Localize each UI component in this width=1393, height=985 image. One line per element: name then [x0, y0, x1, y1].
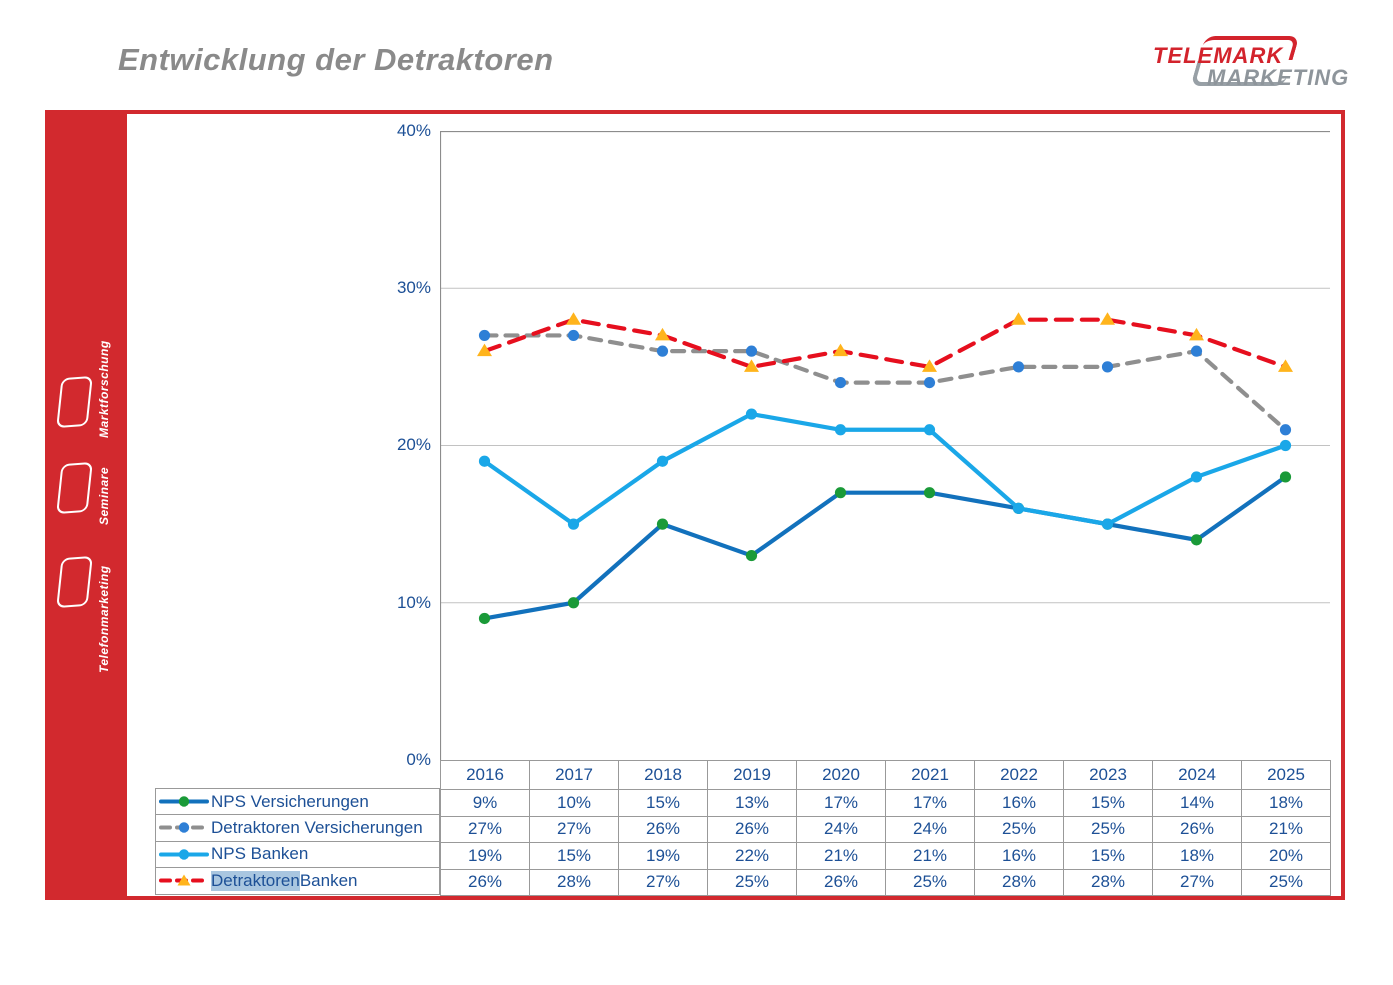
table-row [441, 842, 1330, 869]
legend-row [156, 868, 439, 894]
data-point [1102, 519, 1113, 530]
value-cell: 20% [1268, 845, 1304, 865]
value-cell: 9% [441, 790, 530, 816]
value-cell: 21% [886, 843, 975, 869]
value-cell: 16% [975, 843, 1064, 869]
sidebar-item-telefonmarketing: Telefonmarketing [97, 565, 111, 673]
table-row [441, 869, 1330, 896]
value-cell: 27% [1153, 870, 1242, 896]
data-point [924, 377, 935, 388]
year-cell: 2018 [619, 761, 708, 789]
value-cell: 26% [797, 870, 886, 896]
value-cell: 28% [1064, 870, 1153, 896]
table-row [441, 816, 1330, 843]
data-point [746, 408, 757, 419]
chart-legend [155, 788, 440, 895]
value-cell: 26% [441, 870, 530, 896]
value-cell: 19% [619, 843, 708, 869]
series-line-3 [485, 320, 1286, 367]
legend-swatch-icon [159, 794, 209, 809]
value-cell: 16% [975, 790, 1064, 816]
value-cell: 22% [708, 843, 797, 869]
data-point [568, 519, 579, 530]
value-cell: 25% [1064, 817, 1153, 843]
series-line-2 [485, 414, 1286, 524]
value-cell: 17% [797, 790, 886, 816]
seminare-icon [56, 462, 93, 514]
data-point [1280, 471, 1291, 482]
data-point [835, 424, 846, 435]
data-point [479, 330, 490, 341]
data-point [835, 487, 846, 498]
legend-swatch-icon [159, 873, 209, 888]
value-cell: 25% [975, 817, 1064, 843]
value-cell: 28% [975, 870, 1064, 896]
data-point [746, 346, 757, 357]
value-cell: 15% [1064, 790, 1153, 816]
chart-content-area [45, 110, 1345, 900]
value-cell: 15% [530, 843, 619, 869]
legend-swatch-icon [159, 847, 209, 862]
sidebar-item-marktforschung: Marktforschung [97, 340, 111, 438]
legend-label: Banken [299, 870, 358, 890]
sidebar-item-seminare: Seminare [97, 466, 111, 525]
data-point [655, 328, 670, 341]
value-cell: 27% [530, 817, 619, 843]
y-axis-tick-0: 0% [406, 750, 431, 769]
series-line-1 [485, 335, 1286, 429]
line-chart-plot [440, 131, 1330, 760]
legend-label: Detraktoren Versicherungen [211, 817, 423, 837]
data-point [1191, 346, 1202, 357]
data-point [1013, 503, 1024, 514]
value-cell: 26% [708, 817, 797, 843]
sidebar [45, 110, 127, 900]
page-title: Entwicklung der Detraktoren [118, 42, 554, 77]
year-cell: 2016 [441, 761, 530, 789]
logo-word-telemark: TELEMARK [1153, 43, 1284, 68]
year-cell: 2022 [975, 761, 1064, 789]
y-axis-tick-10: 10% [396, 593, 431, 612]
data-point [833, 344, 848, 357]
data-point [1013, 361, 1024, 372]
legend-swatch-icon [159, 820, 209, 835]
data-point [568, 597, 579, 608]
value-cell: 21% [797, 843, 886, 869]
year-cell: 2020 [797, 761, 886, 789]
y-axis-tick-20: 20% [396, 435, 431, 454]
logo-word-marketing: MARKETING [1207, 65, 1350, 90]
telemark-marketing-logo [1145, 25, 1355, 91]
value-cell: 18% [1153, 843, 1242, 869]
legend-label: NPS Banken [211, 844, 309, 864]
series-line-0 [485, 477, 1286, 619]
selected-text[interactable]: Detraktoren [211, 870, 300, 890]
data-point [1280, 424, 1291, 435]
data-point [835, 377, 846, 388]
year-cell: 2021 [886, 761, 975, 789]
value-cell: 26% [1153, 817, 1242, 843]
telefonmarketing-icon [56, 556, 93, 608]
data-point [1011, 312, 1026, 325]
value-cell: 27% [619, 870, 708, 896]
legend-row [156, 789, 439, 815]
value-cell: 13% [708, 790, 797, 816]
legend-row [156, 842, 439, 868]
data-point [1191, 471, 1202, 482]
year-cell: 2023 [1064, 761, 1153, 789]
value-cell: 15% [619, 790, 708, 816]
data-point [1102, 361, 1113, 372]
data-point [479, 456, 490, 467]
year-cell: 2025 [1267, 765, 1305, 784]
data-point [657, 456, 668, 467]
data-point [1278, 359, 1293, 372]
year-cell: 2017 [530, 761, 619, 789]
value-cell: 15% [1064, 843, 1153, 869]
data-point [568, 330, 579, 341]
year-cell: 2019 [708, 761, 797, 789]
value-cell: 25% [886, 870, 975, 896]
data-point [924, 487, 935, 498]
year-cell: 2024 [1153, 761, 1242, 789]
value-cell: 25% [1268, 872, 1304, 892]
value-cell: 19% [441, 843, 530, 869]
y-axis-tick-30: 30% [396, 278, 431, 297]
value-cell: 24% [797, 817, 886, 843]
value-cell: 18% [1268, 792, 1304, 812]
value-cell: 24% [886, 817, 975, 843]
value-cell: 17% [886, 790, 975, 816]
data-point [924, 424, 935, 435]
marktforschung-icon [56, 376, 93, 428]
legend-label: NPS Versicherungen [211, 791, 369, 811]
data-point [657, 346, 668, 357]
value-cell: 25% [708, 870, 797, 896]
data-point [746, 550, 757, 561]
data-point [1191, 534, 1202, 545]
year-header-row [441, 761, 1330, 789]
data-point [1100, 312, 1115, 325]
legend-row [156, 815, 439, 841]
data-point [657, 519, 668, 530]
y-axis-tick-40: 40% [396, 121, 431, 140]
value-cell: 26% [619, 817, 708, 843]
value-cell: 27% [441, 817, 530, 843]
value-cell: 28% [530, 870, 619, 896]
value-cell: 10% [530, 790, 619, 816]
data-point [1280, 440, 1291, 451]
value-cell: 21% [1268, 819, 1304, 839]
data-table [440, 760, 1331, 896]
data-point [479, 613, 490, 624]
table-row [441, 789, 1330, 816]
value-cell: 14% [1153, 790, 1242, 816]
data-point [566, 312, 581, 325]
